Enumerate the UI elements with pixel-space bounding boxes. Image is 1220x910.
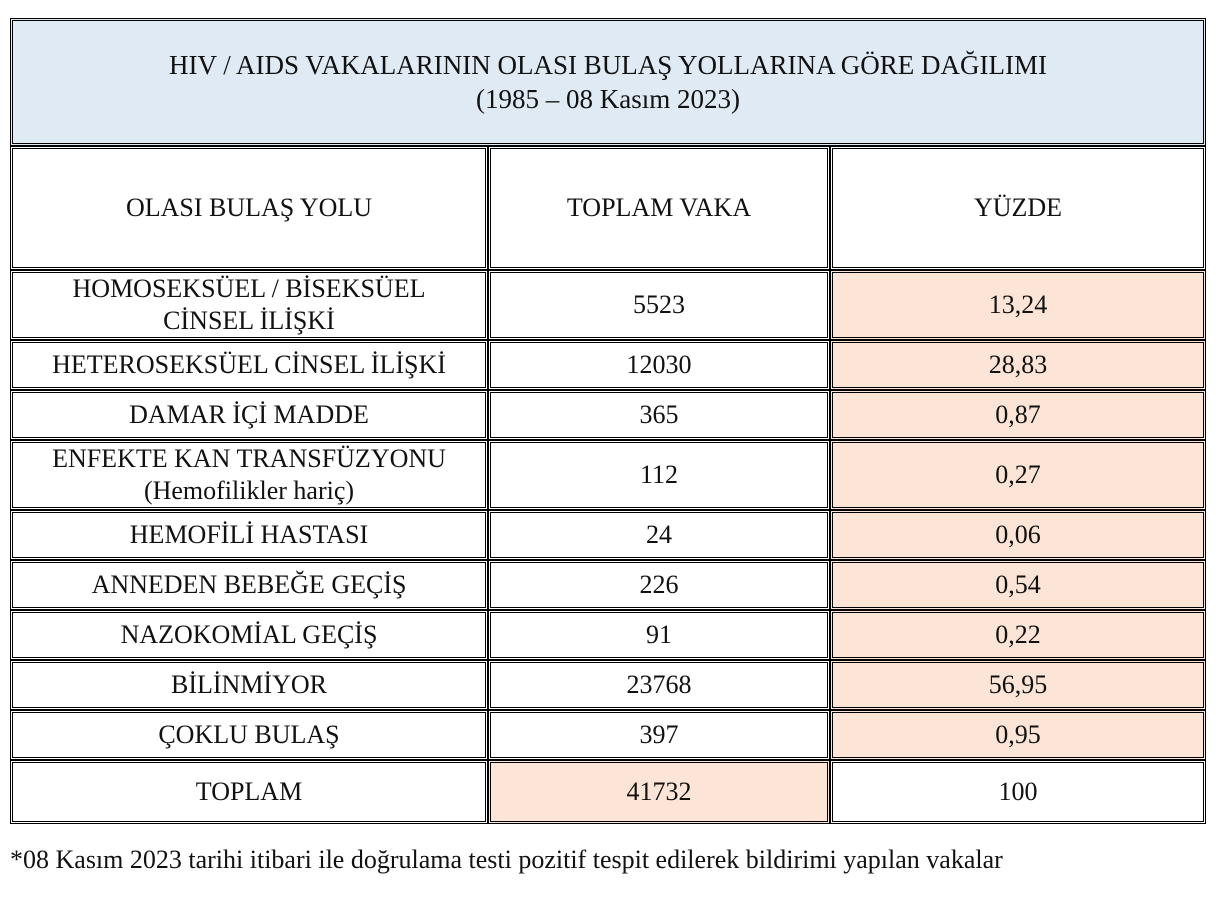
footnote: *08 Kasım 2023 tarihi itibari ile doğrulama testi pozitif tespit edilerek bildirimi yapılan vakalar: [10, 845, 1003, 874]
total-cases: 41732: [488, 760, 830, 824]
percent-cell: 0,22: [830, 610, 1206, 660]
route-label-line2: CİNSEL İLİŞKİ: [163, 306, 335, 335]
column-header-route: OLASI BULAŞ YOLU: [10, 146, 488, 270]
route-label: HOMOSEKSÜEL / BİSEKSÜEL: [72, 274, 426, 303]
route-label: ENFEKTE KAN TRANSFÜZYONU: [52, 444, 446, 473]
table-row: [10, 270, 1206, 340]
route-label: ANNEDEN BEBEĞE GEÇİŞ: [91, 570, 407, 599]
table-row: [10, 560, 1206, 610]
cases-cell: 23768: [488, 660, 830, 710]
percent-cell: 28,83: [830, 340, 1206, 390]
column-header-cases: TOPLAM VAKA: [488, 146, 830, 270]
total-percent: 100: [830, 760, 1206, 824]
route-cell: [10, 340, 488, 390]
cases-cell: 112: [488, 440, 830, 510]
cases-cell: 397: [488, 710, 830, 760]
route-cell: [10, 560, 488, 610]
route-label: BİLİNMİYOR: [171, 670, 327, 699]
route-label: HEMOFİLİ HASTASI: [129, 520, 369, 549]
percent-cell: 0,06: [830, 510, 1206, 560]
route-cell: [10, 510, 488, 560]
total-label: TOPLAM: [10, 760, 488, 824]
route-cell: [10, 660, 488, 710]
table-row: [10, 660, 1206, 710]
route-label: HETEROSEKSÜEL CİNSEL İLİŞKİ: [52, 350, 446, 379]
cases-cell: 5523: [488, 270, 830, 340]
table-row: [10, 710, 1206, 760]
total-row: [10, 760, 1206, 824]
table-row: [10, 390, 1206, 440]
route-label: NAZOKOMİAL GEÇİŞ: [120, 620, 378, 649]
route-cell: [10, 390, 488, 440]
percent-cell: 0,87: [830, 390, 1206, 440]
table-row: [10, 440, 1206, 510]
route-label: ÇOKLU BULAŞ: [158, 720, 340, 749]
percent-cell: 0,54: [830, 560, 1206, 610]
route-cell: [10, 710, 488, 760]
percent-cell: 13,24: [830, 270, 1206, 340]
percent-cell: 56,95: [830, 660, 1206, 710]
route-cell: [10, 610, 488, 660]
table-row: [10, 610, 1206, 660]
column-header-percent: YÜZDE: [830, 146, 1206, 270]
table-title: [10, 18, 1206, 146]
cases-cell: 91: [488, 610, 830, 660]
header-row: [10, 146, 1206, 270]
table-container: [10, 18, 1206, 824]
route-cell: [10, 270, 488, 340]
percent-cell: 0,27: [830, 440, 1206, 510]
title-line-2: (1985 – 08 Kasım 2023): [476, 84, 740, 114]
route-cell: [10, 440, 488, 510]
table-row: [10, 510, 1206, 560]
table-row: [10, 340, 1206, 390]
title-row: [10, 18, 1206, 146]
hiv-aids-table: [10, 18, 1206, 824]
cases-cell: 12030: [488, 340, 830, 390]
cases-cell: 365: [488, 390, 830, 440]
route-label-line2: (Hemofilikler hariç): [143, 476, 355, 505]
cases-cell: 24: [488, 510, 830, 560]
cases-cell: 226: [488, 560, 830, 610]
percent-cell: 0,95: [830, 710, 1206, 760]
title-line-1: HIV / AIDS VAKALARININ OLASI BULAŞ YOLLARINA GÖRE DAĞILIMI: [169, 50, 1048, 80]
route-label: DAMAR İÇİ MADDE: [129, 400, 369, 429]
table-body: [10, 270, 1206, 760]
